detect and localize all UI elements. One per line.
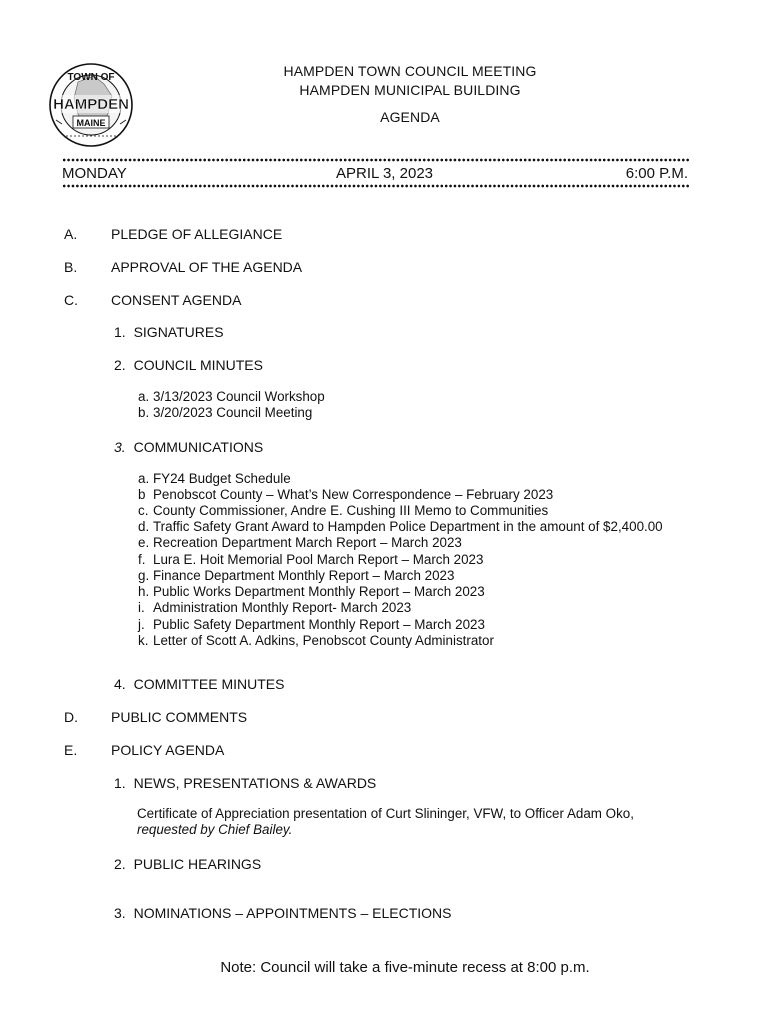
list-item-text: County Commissioner, Andre E. Cushing III Memo to Communities (153, 503, 549, 518)
item-number: 3. (114, 905, 126, 921)
list-item (138, 405, 312, 421)
item-number: 2. (114, 856, 126, 872)
meeting-day: MONDAY (62, 165, 127, 182)
list-item-text: Penobscot County – What’s New Correspondence – February 2023 (153, 487, 554, 502)
list-marker: f. (138, 552, 146, 567)
list-item (138, 503, 548, 519)
item-c2 (114, 356, 263, 374)
list-marker: k. (138, 633, 149, 648)
list-item-text: Traffic Safety Grant Award to Hampden Police Department in the amount of $2,400.00 (153, 519, 663, 534)
item-number: 3. (114, 439, 126, 455)
list-item-text: Public Safety Department Monthly Report – March 2023 (153, 617, 485, 632)
item-e2 (114, 855, 261, 873)
list-marker: i. (138, 600, 145, 615)
item-title: PUBLIC HEARINGS (133, 856, 262, 872)
section-title-d: PUBLIC COMMENTS (111, 709, 248, 725)
list-item-text: FY24 Budget Schedule (153, 471, 291, 486)
list-item (138, 519, 663, 535)
meeting-title: HAMPDEN TOWN COUNCIL MEETING (283, 63, 537, 79)
list-item (138, 633, 494, 649)
item-title: SIGNATURES (133, 324, 224, 340)
list-item (138, 487, 553, 503)
list-marker: b (138, 487, 146, 502)
list-marker: h. (138, 584, 150, 599)
item-title: COMMUNICATIONS (133, 439, 264, 455)
section-letter-e: E. (64, 742, 78, 758)
list-item (138, 584, 485, 600)
list-item (138, 617, 485, 633)
list-item-text: Finance Department Monthly Report – March 2023 (153, 568, 455, 583)
town-seal-logo (48, 62, 134, 148)
list-item (138, 600, 411, 616)
item-title: COUNCIL MINUTES (133, 357, 263, 373)
section-title-b: APPROVAL OF THE AGENDA (111, 259, 303, 275)
list-marker: b. (138, 405, 150, 420)
list-item-text: Letter of Scott A. Adkins, Penobscot County Administrator (153, 633, 494, 648)
list-item (138, 471, 291, 487)
item-number: 4. (114, 676, 126, 692)
item-c4 (114, 675, 284, 693)
item-detail-note: requested by Chief Bailey. (137, 822, 293, 837)
item-c3 (114, 438, 263, 456)
dateline (62, 165, 690, 183)
item-number: 1. (114, 775, 126, 791)
list-item-text: 3/13/2023 Council Workshop (153, 389, 325, 404)
svg-text:TOWN OF: TOWN OF (67, 72, 115, 83)
dotted-rule-top (62, 158, 690, 162)
section-letter-d: D. (64, 709, 78, 725)
list-marker: d. (138, 519, 150, 534)
item-title: NOMINATIONS – APPOINTMENTS – ELECTIONS (133, 905, 452, 921)
list-item (138, 389, 325, 405)
item-detail: Certificate of Appreciation presentation of Curt Slininger, VFW, to Officer Adam Oko, (137, 806, 634, 821)
item-number: 2. (114, 357, 126, 373)
list-item-text: Administration Monthly Report- March 2023 (153, 600, 412, 615)
item-e3 (114, 904, 451, 922)
section-title-a: PLEDGE OF ALLEGIANCE (111, 226, 283, 242)
list-marker: a. (138, 389, 150, 404)
list-marker: e. (138, 535, 150, 550)
item-c1 (114, 323, 224, 341)
item-title: NEWS, PRESENTATIONS & AWARDS (133, 775, 377, 791)
dotted-rule-bottom (62, 184, 690, 188)
item-e1 (114, 774, 376, 792)
agenda-title: AGENDA (380, 109, 440, 125)
list-item (138, 535, 462, 551)
list-item-text: Public Works Department Monthly Report – March 2023 (153, 584, 485, 599)
list-item-text: Recreation Department March Report – March 2023 (153, 535, 462, 550)
section-letter-c: C. (64, 292, 78, 308)
meeting-date: APRIL 3, 2023 (336, 165, 434, 182)
list-item (138, 552, 483, 568)
list-marker: c. (138, 503, 149, 518)
list-marker: a. (138, 471, 150, 486)
item-title: COMMITTEE MINUTES (133, 676, 285, 692)
list-item-text: Lura E. Hoit Memorial Pool March Report – March 2023 (153, 552, 484, 567)
item-number: 1. (114, 324, 126, 340)
svg-text:HAMPDEN: HAMPDEN (53, 96, 129, 113)
list-marker: j. (138, 617, 145, 632)
list-item (138, 568, 454, 584)
list-item-text: 3/20/2023 Council Meeting (153, 405, 313, 420)
meeting-location: HAMPDEN MUNICIPAL BUILDING (299, 82, 521, 98)
list-marker: g. (138, 568, 150, 583)
meeting-time: 6:00 P.M. (625, 165, 688, 182)
section-title-c: CONSENT AGENDA (111, 292, 242, 308)
recess-note: Note: Council will take a five-minute recess at 8:00 p.m. (220, 959, 590, 976)
section-letter-a: A. (64, 226, 78, 242)
section-title-e: POLICY AGENDA (111, 742, 225, 758)
svg-text:MAINE: MAINE (76, 118, 106, 128)
section-letter-b: B. (64, 259, 78, 275)
